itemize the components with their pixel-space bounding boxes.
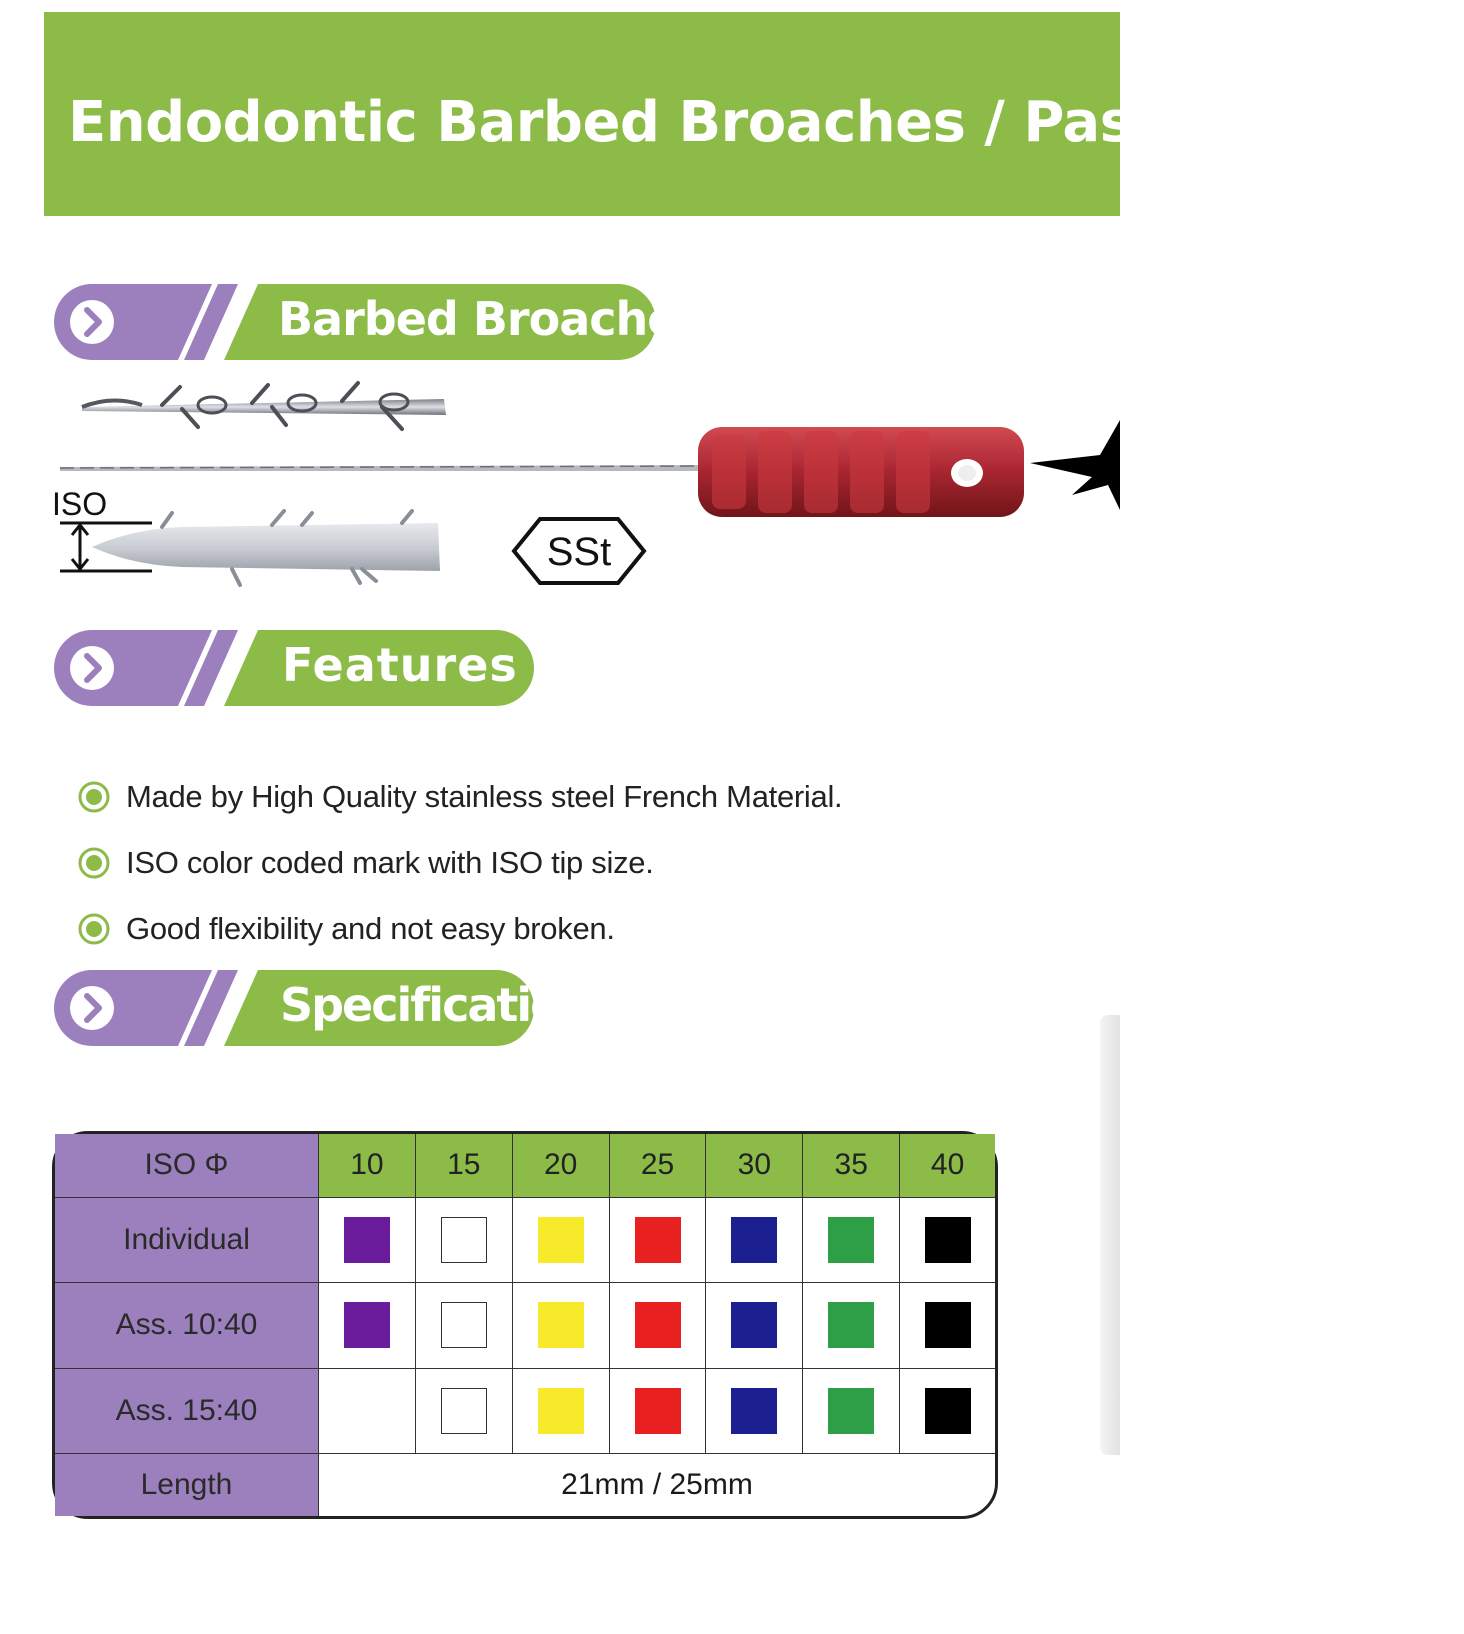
row-label: Length bbox=[55, 1454, 319, 1516]
section-title: Specifications bbox=[280, 978, 616, 1032]
swatch-cell bbox=[706, 1283, 803, 1368]
size-cell: 20 bbox=[513, 1134, 610, 1198]
size-cell: 30 bbox=[706, 1134, 803, 1198]
table-row bbox=[55, 1198, 995, 1283]
section-header-barbed-broaches bbox=[52, 282, 704, 362]
color-swatch bbox=[731, 1217, 777, 1263]
color-swatch bbox=[344, 1302, 390, 1348]
feature-text: Good flexibility and not easy broken. bbox=[126, 911, 615, 946]
broach-illustration bbox=[52, 385, 1120, 615]
section-title: Features bbox=[282, 638, 518, 692]
feature-text: ISO color coded mark with ISO tip size. bbox=[126, 845, 654, 880]
swatch-cell bbox=[900, 1198, 995, 1283]
color-swatch bbox=[925, 1388, 971, 1434]
swatch-cell bbox=[513, 1283, 610, 1368]
swatch-cell bbox=[900, 1283, 995, 1368]
length-value: 21mm / 25mm bbox=[561, 1468, 753, 1502]
swatch-cell bbox=[610, 1283, 707, 1368]
table-row bbox=[55, 1283, 995, 1368]
color-swatch bbox=[828, 1217, 874, 1263]
color-swatch bbox=[441, 1388, 487, 1434]
swatch-cell bbox=[513, 1369, 610, 1454]
swatch-cell bbox=[706, 1369, 803, 1454]
handle-graphic bbox=[698, 427, 1024, 517]
specifications-table bbox=[52, 1131, 998, 1519]
color-swatch bbox=[635, 1217, 681, 1263]
size-cell: 25 bbox=[610, 1134, 707, 1198]
color-swatch bbox=[441, 1217, 487, 1263]
swatch-cell bbox=[706, 1198, 803, 1283]
sst-badge bbox=[514, 519, 644, 583]
bullet-icon bbox=[78, 847, 110, 879]
starburst-graphic bbox=[1030, 420, 1120, 510]
section-title: Barbed Broaches bbox=[278, 292, 704, 346]
swatch-cell bbox=[319, 1283, 416, 1368]
swatch-cell bbox=[610, 1369, 707, 1454]
row-label: Ass. 15:40 bbox=[55, 1369, 319, 1454]
row-label: Ass. 10:40 bbox=[55, 1283, 319, 1368]
swatch-cell bbox=[513, 1198, 610, 1283]
swatch-cell bbox=[803, 1369, 900, 1454]
color-swatch bbox=[538, 1302, 584, 1348]
color-swatch bbox=[538, 1388, 584, 1434]
barbed-tip-side-view bbox=[82, 383, 446, 429]
color-swatch bbox=[635, 1388, 681, 1434]
color-swatch bbox=[731, 1302, 777, 1348]
swatch-cell bbox=[416, 1369, 513, 1454]
color-swatch bbox=[731, 1388, 777, 1434]
bullet-icon bbox=[78, 913, 110, 945]
iso-label: ISO bbox=[52, 486, 108, 522]
bullet-icon bbox=[78, 781, 110, 813]
edge-shadow bbox=[1100, 1015, 1120, 1455]
section-header-specifications bbox=[52, 968, 616, 1048]
sst-badge-text: SSt bbox=[546, 530, 612, 574]
swatch-cell bbox=[416, 1198, 513, 1283]
iso-header: ISO Φ bbox=[55, 1134, 319, 1198]
color-swatch bbox=[828, 1388, 874, 1434]
color-swatch bbox=[441, 1302, 487, 1348]
swatch-cell bbox=[900, 1369, 995, 1454]
table-row bbox=[55, 1134, 995, 1198]
swatch-cell bbox=[416, 1283, 513, 1368]
swatch-cell bbox=[319, 1198, 416, 1283]
color-swatch bbox=[828, 1302, 874, 1348]
swatch-cell bbox=[610, 1198, 707, 1283]
size-cell: 40 bbox=[900, 1134, 995, 1198]
size-cell: 15 bbox=[416, 1134, 513, 1198]
size-cell: 35 bbox=[803, 1134, 900, 1198]
color-swatch bbox=[344, 1217, 390, 1263]
section-header-features bbox=[52, 628, 536, 708]
broach-drawing bbox=[52, 385, 1120, 615]
color-swatch bbox=[925, 1217, 971, 1263]
size-cell: 10 bbox=[319, 1134, 416, 1198]
color-swatch bbox=[538, 1217, 584, 1263]
row-label: Individual bbox=[55, 1198, 319, 1283]
table-row bbox=[55, 1454, 995, 1516]
feature-text: Made by High Quality stainless steel French Material. bbox=[126, 779, 843, 814]
swatch-cell bbox=[803, 1283, 900, 1368]
color-swatch bbox=[635, 1302, 681, 1348]
page-title: Endodontic Barbed Broaches / Paste Carriers bbox=[68, 90, 1464, 155]
swatch-cell bbox=[803, 1198, 900, 1283]
color-swatch bbox=[925, 1302, 971, 1348]
title-banner bbox=[44, 12, 1464, 216]
swatch-cell bbox=[319, 1369, 416, 1454]
table-row bbox=[55, 1369, 995, 1454]
